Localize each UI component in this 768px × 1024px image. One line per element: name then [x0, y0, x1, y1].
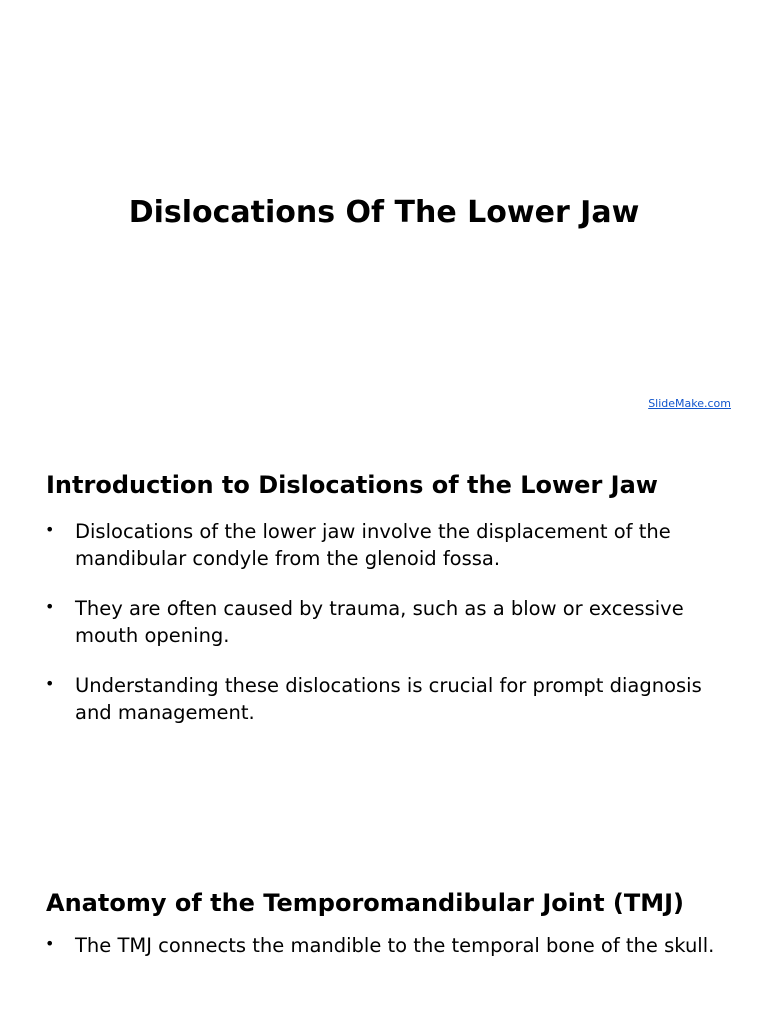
bullet-list [0, 518, 768, 726]
bullet-list [0, 932, 768, 959]
title-slide [0, 0, 768, 432]
bullet-text: Understanding these dislocations is crucial for prompt diagnosis and management. [75, 674, 702, 724]
bullet-item [0, 518, 725, 572]
presentation-title: Dislocations Of The Lower Jaw [128, 195, 640, 230]
slide-tmj-anatomy [0, 888, 768, 959]
slide-heading: Introduction to Dislocations of the Lower Jaw [46, 471, 658, 499]
slide-introduction [0, 470, 768, 726]
bullet-marker: • [45, 597, 55, 616]
bullet-text: They are often caused by trauma, such as a blow or excessive mouth opening. [75, 597, 684, 647]
bullet-item [0, 595, 725, 649]
bullet-text: Dislocations of the lower jaw involve the displacement of the mandibular condyle from the glenoid fossa. [75, 520, 671, 570]
slide-heading: Anatomy of the Temporomandibular Joint (TMJ) [46, 889, 685, 917]
bullet-item [0, 932, 725, 959]
bullet-text: The TMJ connects the mandible to the temporal bone of the skull. [75, 934, 715, 957]
bullet-item [0, 672, 725, 726]
bullet-marker: • [45, 520, 55, 539]
bullet-marker: • [45, 934, 55, 953]
bullet-marker: • [45, 674, 55, 693]
slidemake-link[interactable]: SlideMake.com [648, 397, 731, 410]
